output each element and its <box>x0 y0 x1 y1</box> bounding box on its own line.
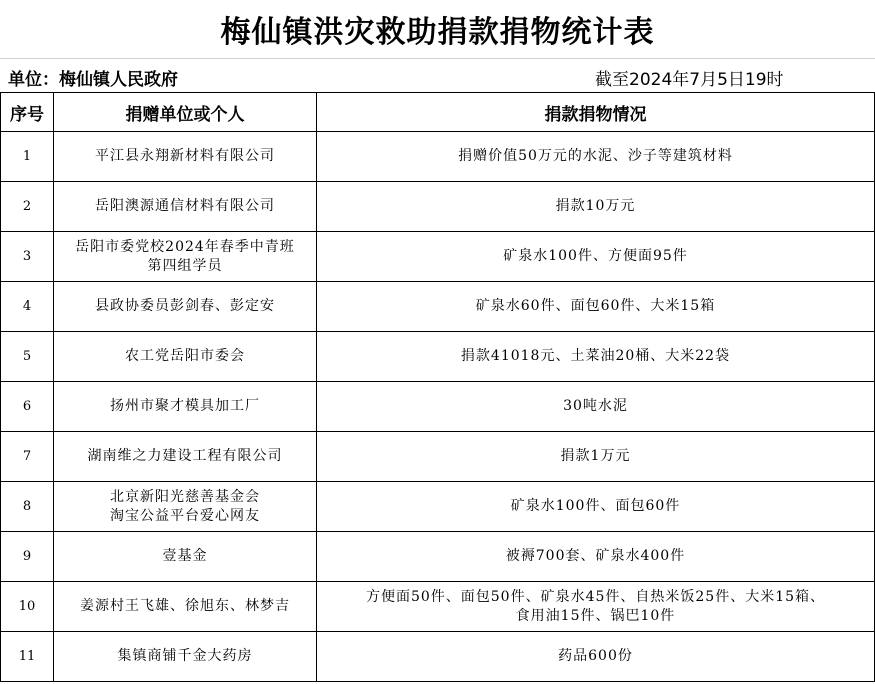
header-detail: 捐款捐物情况 <box>317 93 875 132</box>
header-donor: 捐赠单位或个人 <box>54 93 317 132</box>
row-detail: 矿泉水60件、面包60件、大米15箱 <box>317 282 875 332</box>
row-donor: 平江县永翔新材料有限公司 <box>54 132 317 182</box>
row-detail: 药品600份 <box>317 632 875 682</box>
row-detail: 矿泉水100件、方便面95件 <box>317 232 875 282</box>
row-no: 6 <box>1 382 54 432</box>
row-detail: 捐赠价值50万元的水泥、沙子等建筑材料 <box>317 132 875 182</box>
row-detail: 方便面50件、面包50件、矿泉水45件、自热米饭25件、大米15箱、 食用油15件、锅巴10件 <box>317 582 875 632</box>
row-donor: 湖南维之力建设工程有限公司 <box>54 432 317 482</box>
table-row <box>1 232 875 282</box>
table-row <box>1 582 875 632</box>
row-no: 4 <box>1 282 54 332</box>
row-detail: 矿泉水100件、面包60件 <box>317 482 875 532</box>
row-donor: 集镇商铺千金大药房 <box>54 632 317 682</box>
row-no: 7 <box>1 432 54 482</box>
row-detail: 捐款41018元、土菜油20桶、大米22袋 <box>317 332 875 382</box>
table-row <box>1 432 875 482</box>
row-no: 9 <box>1 532 54 582</box>
table-row <box>1 532 875 582</box>
row-no: 2 <box>1 182 54 232</box>
row-no: 1 <box>1 132 54 182</box>
row-donor: 县政协委员彭剑春、彭定安 <box>54 282 317 332</box>
row-no: 3 <box>1 232 54 282</box>
row-detail: 捐款1万元 <box>317 432 875 482</box>
unit-label: 单位：梅仙镇人民政府 <box>8 70 178 90</box>
table-row <box>1 132 875 182</box>
row-no: 11 <box>1 632 54 682</box>
table-header-row <box>1 93 875 132</box>
row-donor: 扬州市聚才模具加工厂 <box>54 382 317 432</box>
row-detail: 捐款10万元 <box>317 182 875 232</box>
sheet-meta <box>0 58 875 92</box>
table-row <box>1 482 875 532</box>
row-detail: 30吨水泥 <box>317 382 875 432</box>
row-donor: 壹基金 <box>54 532 317 582</box>
donation-table <box>0 92 875 682</box>
header-no: 序号 <box>1 93 54 132</box>
table-row <box>1 382 875 432</box>
row-donor: 北京新阳光慈善基金会 淘宝公益平台爱心网友 <box>54 482 317 532</box>
row-donor: 农工党岳阳市委会 <box>54 332 317 382</box>
table-row <box>1 332 875 382</box>
row-no: 5 <box>1 332 54 382</box>
sheet-title: 梅仙镇洪灾救助捐款捐物统计表 <box>0 0 875 59</box>
row-no: 10 <box>1 582 54 632</box>
row-donor: 岳阳市委党校2024年春季中青班 第四组学员 <box>54 232 317 282</box>
row-detail: 被褥700套、矿泉水400件 <box>317 532 875 582</box>
row-donor: 姜源村王飞雄、徐旭东、林梦吉 <box>54 582 317 632</box>
table-row <box>1 632 875 682</box>
deadline-label: 截至2024年7月5日19时 <box>595 70 784 90</box>
table-row <box>1 282 875 332</box>
row-donor: 岳阳澳源通信材料有限公司 <box>54 182 317 232</box>
table-row <box>1 182 875 232</box>
row-no: 8 <box>1 482 54 532</box>
